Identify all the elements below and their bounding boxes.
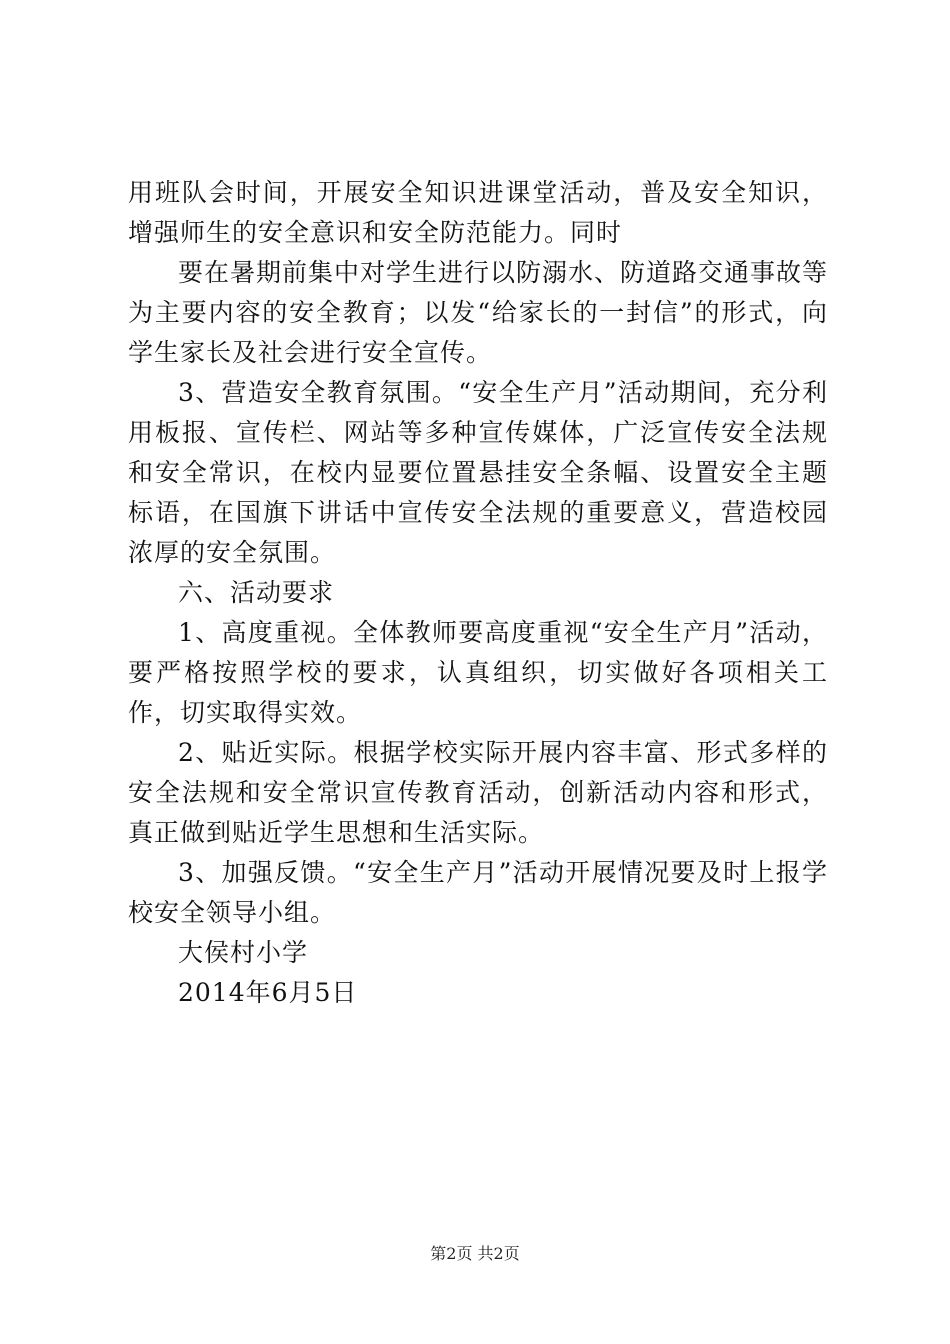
paragraph-continuation: 用班队会时间，开展安全知识进课堂活动，普及安全知识，增强师生的安全意识和安全防范能力。同时 — [128, 178, 828, 247]
paragraph-summer-safety: 要在暑期前集中对学生进行以防溺水、防道路交通事故等为主要内容的安全教育；以发“给家长的一封信”的形式，向学生家长及社会进行安全宣传。 — [128, 258, 829, 367]
paragraph-requirement-3: 3、加强反馈。“安全生产月”活动开展情况要及时上报学校安全领导小组。 — [128, 858, 828, 927]
paragraph-atmosphere: 3、营造安全教育氛围。“安全生产月”活动期间，充分利用板报、宣传栏、网站等多种宣传媒体，广泛宣传安全法规和安全常识，在校内显要位置悬挂安全条幅、设置安全主题标语，在国旗下讲话中宣传安全法规的重要意义，营造校园浓厚的安全氛围。 — [128, 378, 828, 567]
document-body — [128, 173, 828, 1013]
page-number-footer: 第2页 共2页 — [430, 1244, 520, 1263]
signature-date: 2014年6月5日 — [178, 978, 358, 1007]
signature-school: 大侯村小学 — [178, 938, 309, 967]
paragraph-requirement-2: 2、贴近实际。根据学校实际开展内容丰富、形式多样的安全法规和安全常识宣传教育活动，创新活动内容和形式，真正做到贴近学生思想和生活实际。 — [128, 738, 828, 847]
paragraph-requirement-1: 1、高度重视。全体教师要高度重视“安全生产月”活动，要严格按照学校的要求，认真组织，切实做好各项相关工作，切实取得实效。 — [128, 618, 828, 727]
section-heading-requirements: 六、活动要求 — [178, 578, 335, 607]
